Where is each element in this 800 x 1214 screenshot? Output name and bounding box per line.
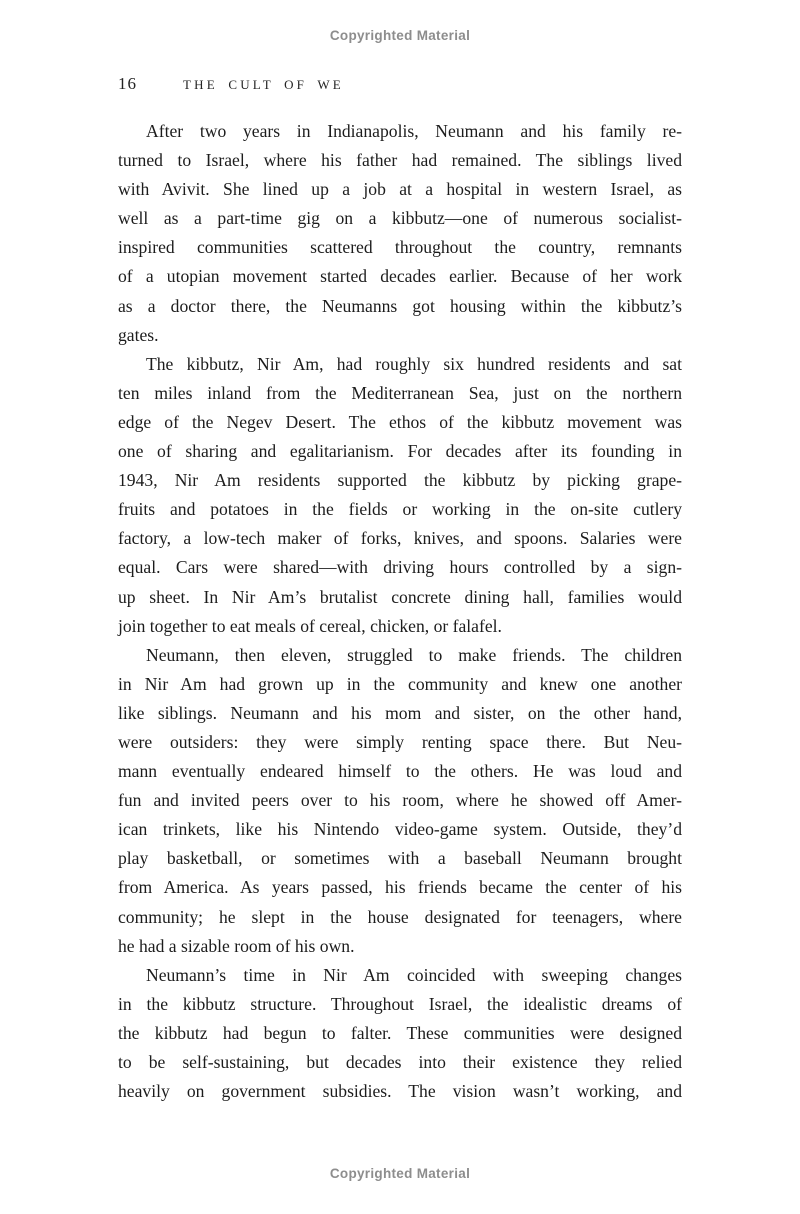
text-line: play basketball, or sometimes with a baseball Neumann brought: [118, 848, 682, 869]
text-line: in the kibbutz structure. Throughout Israel, the idealistic dreams of: [118, 993, 682, 1014]
text-line: mann eventually endeared himself to the others. He was loud and: [118, 761, 682, 782]
copyright-notice-top: Copyrighted Material: [329, 28, 471, 43]
running-header: [118, 74, 682, 94]
text-line: like siblings. Neumann and his mom and sister, on the other hand,: [118, 702, 682, 723]
text-line: the kibbutz had begun to falter. These communities were designed: [118, 1022, 682, 1043]
text-line: 1943, Nir Am residents supported the kibbutz by picking grape-: [118, 470, 682, 491]
running-title: THE CULT OF WE: [183, 77, 344, 92]
text-line: Neumann’s time in Nir Am coincided with sweeping changes: [146, 964, 682, 985]
text-line: of a utopian movement started decades earlier. Because of her work: [118, 266, 682, 287]
text-line: up sheet. In Nir Am’s brutalist concrete dining hall, families would: [118, 586, 682, 607]
text-line: community; he slept in the house designated for teenagers, where: [118, 906, 682, 927]
text-line: from America. As years passed, his friends became the center of his: [118, 877, 682, 898]
text-line: with Avivit. She lined up a job at a hospital in western Israel, as: [118, 179, 682, 200]
text-line: he had a sizable room of his own.: [118, 935, 355, 956]
text-line: factory, a low-tech maker of forks, knives, and spoons. Salaries were: [118, 528, 682, 549]
text-line: were outsiders: they were simply renting space there. But Neu-: [118, 731, 682, 752]
text-line: inspired communities scattered throughout the country, remnants: [118, 237, 682, 258]
text-line: in Nir Am had grown up in the community and knew one another: [118, 673, 682, 694]
text-line: fruits and potatoes in the fields or working in the on-site cutlery: [118, 499, 682, 520]
text-line: edge of the Negev Desert. The ethos of the kibbutz movement was: [118, 411, 682, 432]
text-line: heavily on government subsidies. The vision wasn’t working, and: [118, 1081, 682, 1102]
text-line: equal. Cars were shared—with driving hours controlled by a sign-: [118, 557, 682, 578]
page-number: 16: [118, 74, 137, 93]
text-line: join together to eat meals of cereal, chicken, or falafel.: [118, 615, 502, 636]
text-line: one of sharing and egalitarianism. For decades after its founding in: [118, 441, 682, 462]
text-line: gates.: [118, 324, 159, 345]
text-line: as a doctor there, the Neumanns got housing within the kibbutz’s: [118, 295, 682, 316]
text-line: well as a part-time gig on a kibbutz—one of numerous socialist-: [118, 208, 682, 229]
copyright-notice-bottom: Copyrighted Material: [329, 1166, 471, 1181]
text-line: fun and invited peers over to his room, where he showed off Amer-: [118, 790, 682, 811]
text-line: The kibbutz, Nir Am, had roughly six hundred residents and sat: [146, 353, 682, 374]
text-line: to be self-sustaining, but decades into their existence they relied: [118, 1052, 682, 1072]
body-text: [118, 117, 682, 1106]
text-line: ten miles inland from the Mediterranean Sea, just on the northern: [118, 382, 682, 403]
text-line: Neumann, then eleven, struggled to make friends. The children: [146, 644, 682, 665]
text-line: turned to Israel, where his father had remained. The siblings lived: [118, 150, 682, 171]
text-line: ican trinkets, like his Nintendo video-game system. Outside, they’d: [118, 819, 682, 840]
text-line: After two years in Indianapolis, Neumann and his family re-: [146, 121, 682, 141]
